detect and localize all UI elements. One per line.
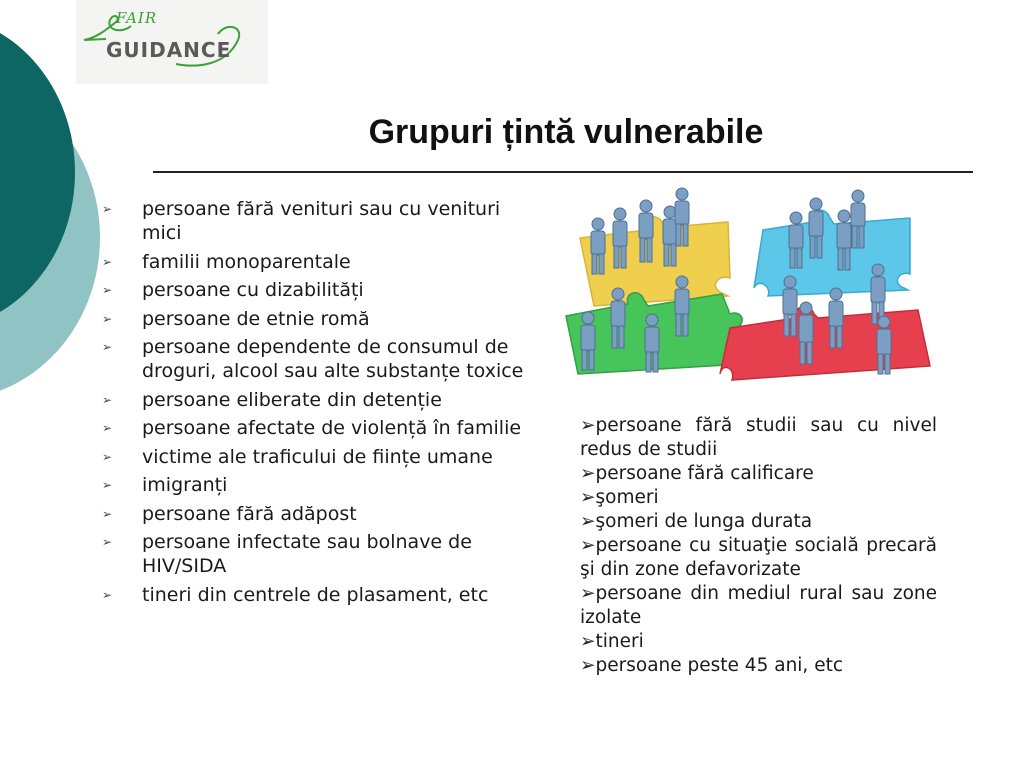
- right-bullet-list: [580, 414, 937, 678]
- arrow-bullet-icon: ➢: [580, 655, 596, 676]
- list-item-text: persoane peste 45 ani, etc: [595, 655, 843, 676]
- list-item: [100, 583, 540, 607]
- arrow-bullet-icon: ➢: [102, 392, 113, 407]
- slide-title: Grupuri țintă vulnerabile: [368, 113, 764, 151]
- list-item-text: persoane infectate sau bolnave de HIV/SIDA: [142, 531, 472, 577]
- list-item: [580, 654, 937, 678]
- list-item-text: persoane fără studii sau cu nivel redus de studii: [580, 415, 937, 460]
- list-item: [100, 250, 540, 274]
- list-item: [100, 197, 540, 245]
- list-item-text: persoane cu situaţie socială precară şi din zone defavorizate: [580, 535, 937, 580]
- arrow-bullet-icon: ➢: [102, 478, 113, 492]
- arrow-bullet-icon: ➢: [102, 587, 113, 602]
- arrow-bullet-icon: ➢: [102, 254, 113, 269]
- arrow-bullet-icon: ➢: [102, 421, 113, 435]
- list-item: [100, 307, 540, 331]
- arrow-bullet-icon: ➢: [102, 340, 113, 354]
- list-item: [580, 630, 937, 654]
- list-item: [100, 502, 540, 526]
- list-item: [100, 473, 540, 497]
- arrow-bullet-icon: ➢: [102, 202, 113, 216]
- list-item: [580, 534, 937, 582]
- list-item-text: persoane dependente de consumul de droguri, alcool sau alte substanțe toxice: [142, 336, 524, 382]
- list-item-text: persoane fără venituri sau cu venituri mici: [142, 198, 501, 244]
- list-item-text: persoane fără calificare: [595, 463, 814, 484]
- arrow-bullet-icon: ➢: [102, 283, 113, 297]
- arrow-bullet-icon: ➢: [102, 449, 113, 464]
- logo-fair-text: FAIR: [116, 9, 158, 27]
- list-item-text: victime ale traficului de ființe umane: [142, 445, 493, 468]
- list-item-text: şomeri: [595, 487, 659, 508]
- arrow-bullet-icon: ➢: [580, 583, 596, 604]
- list-item-text: persoane fără adăpost: [142, 502, 357, 525]
- list-item: [100, 416, 540, 440]
- list-item-text: persoane de etnie romă: [142, 307, 370, 330]
- arrow-bullet-icon: ➢: [580, 487, 596, 508]
- list-item-text: imigranți: [142, 474, 228, 496]
- arrow-bullet-icon: ➢: [102, 311, 113, 326]
- list-item: [100, 335, 540, 383]
- title-divider: [153, 171, 973, 173]
- list-item-text: persoane din mediul rural sau zone izolate: [580, 583, 937, 628]
- list-item: [580, 414, 937, 462]
- fair-guidance-logo: [76, 0, 268, 84]
- left-bullet-list: [100, 197, 540, 611]
- list-item: [580, 510, 937, 534]
- list-item: [580, 486, 937, 510]
- logo-guidance-text: GUIDANCE: [106, 38, 232, 62]
- list-item: [580, 582, 937, 630]
- list-item-text: tineri: [595, 631, 644, 652]
- list-item: [100, 388, 540, 412]
- arrow-bullet-icon: ➢: [580, 463, 596, 484]
- list-item: [100, 278, 540, 302]
- list-item-text: şomeri de lunga durata: [595, 511, 813, 532]
- list-item-text: persoane eliberate din detenție: [142, 388, 442, 411]
- arrow-bullet-icon: ➢: [580, 631, 596, 652]
- arrow-bullet-icon: ➢: [102, 506, 113, 521]
- list-item-text: persoane cu dizabilități: [142, 279, 364, 301]
- list-item: [580, 462, 937, 486]
- arrow-bullet-icon: ➢: [102, 535, 113, 549]
- list-item-text: persoane afectate de violență în familie: [142, 417, 522, 439]
- arrow-bullet-icon: ➢: [580, 535, 596, 556]
- list-item: [100, 445, 540, 469]
- arrow-bullet-icon: ➢: [580, 415, 596, 436]
- list-item: [100, 530, 540, 578]
- puzzle-people-illustration: [558, 178, 938, 393]
- arrow-bullet-icon: ➢: [580, 511, 596, 532]
- list-item-text: familii monoparentale: [142, 250, 351, 273]
- list-item-text: tineri din centrele de plasament, etc: [142, 583, 489, 606]
